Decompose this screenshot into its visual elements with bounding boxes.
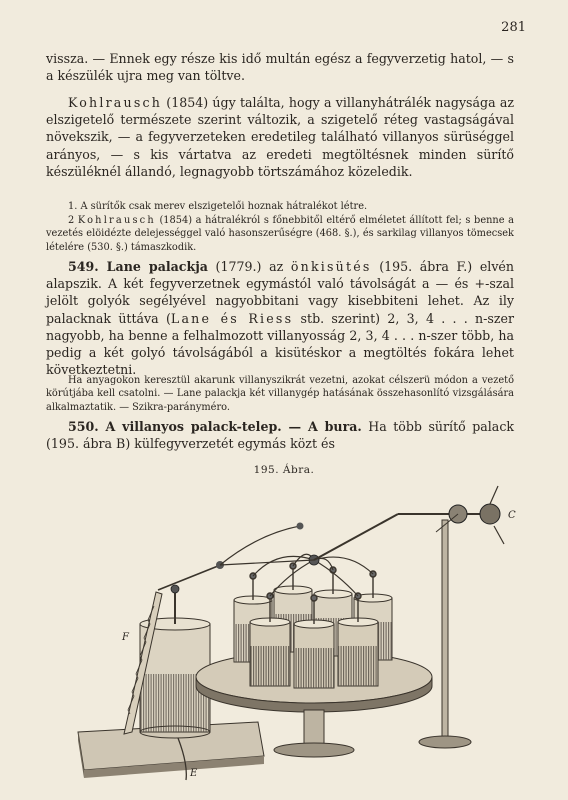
section-text: (195. ábra F.) elvén alapszik. A két fegyverzetnek egymástól való távolságát a — és +-szal jelölt golyók segélyével nagyobbitani vagy kisebbiteni lehet. Az ily palacknak üttáva ( — [46, 259, 514, 326]
label-f: F — [122, 632, 129, 643]
footnote-text: (1854) a hátralékról s főnebbitől eltérő elméletet állított fel; s benne a vezetés elöidézte delejességgel való hasonszerűségre (468. §.), és sarkilag villanyos tömecsek lételére (530. §.) támaszkodik. — [46, 215, 514, 253]
small-note-549 — [46, 374, 514, 414]
footnote-2 — [46, 214, 514, 254]
author-name: Kohlrausch — [77, 215, 156, 226]
leyden-jar-battery — [234, 554, 392, 688]
author-name: Kohlrausch — [68, 95, 163, 110]
emphasis-term: önkisütés — [290, 259, 372, 274]
footnote-text: 1. A sürítők csak merev elszigetelői hoznak hátralékot létre. — [68, 201, 368, 212]
footnote-1 — [46, 200, 514, 213]
paragraph-continuation — [46, 50, 514, 84]
lane-jar — [140, 585, 210, 738]
label-e: E — [190, 768, 198, 779]
figure-caption: 195. Ábra. — [253, 464, 315, 476]
paragraph-text: (1854) úgy találta, hogy a villanyhátrálék nagysága az elszigetelő természete szerint változik, a szigetelő réteg vastagságával növekszik, — a fegyverzeteken eredetileg található villanyos sürüséggel arányos, — s kis vártatva az eredeti megtöltésnek minden sürítő készüléknél állandó, legnagyobb törtszámához közeledik. — [46, 95, 514, 179]
author-names: Lane és Riess — [170, 310, 294, 326]
paragraph-text: vissza. — Ennek egy része kis idő multán egész a fegyverzetig hatol, — s a készülék ujra meg van töltve. — [46, 51, 514, 84]
footnote-marker: 2 — [68, 215, 78, 226]
section-text: stb. szerint) 2, 3, 4 . . . n-szer nagyobb, ha benne a felhalmozott villanyosság 2, 3, 4 . . . n-szer több, ha pedig a két golyó távolságából a kisütéskor a megtöltés fokára lehet következtetni. — [46, 310, 514, 378]
section-549 — [46, 258, 514, 378]
section-text: Ha több sürítő palack (195. ábra B) külfegyverzetét egymás közt és — [46, 419, 515, 452]
electrode-stand — [419, 486, 504, 748]
leyden-jar — [250, 618, 290, 686]
label-c: C — [508, 510, 516, 521]
leyden-jar — [294, 620, 334, 688]
leyden-jar — [338, 618, 378, 686]
section-550 — [46, 418, 514, 452]
apparatus-figure — [38, 474, 524, 784]
section-heading: 549. Lane palackja — [68, 259, 208, 274]
paragraph-kohlrausch — [46, 94, 514, 180]
page-number: 281 — [501, 20, 526, 35]
section-text: (1779.) az — [207, 259, 291, 274]
section-heading: 550. A villanyos palack-telep. — A bura. — [68, 419, 362, 434]
small-note-text: Ha anyagokon keresztül akarunk villanyszikrát vezetni, azokat célszerü módon a vezető körútjába kell csatolni. — Lane palackja két villanygép hatásának összehasonlító vizsgálására alkalmaztatik. — Szikra-parányméro. — [46, 375, 514, 413]
